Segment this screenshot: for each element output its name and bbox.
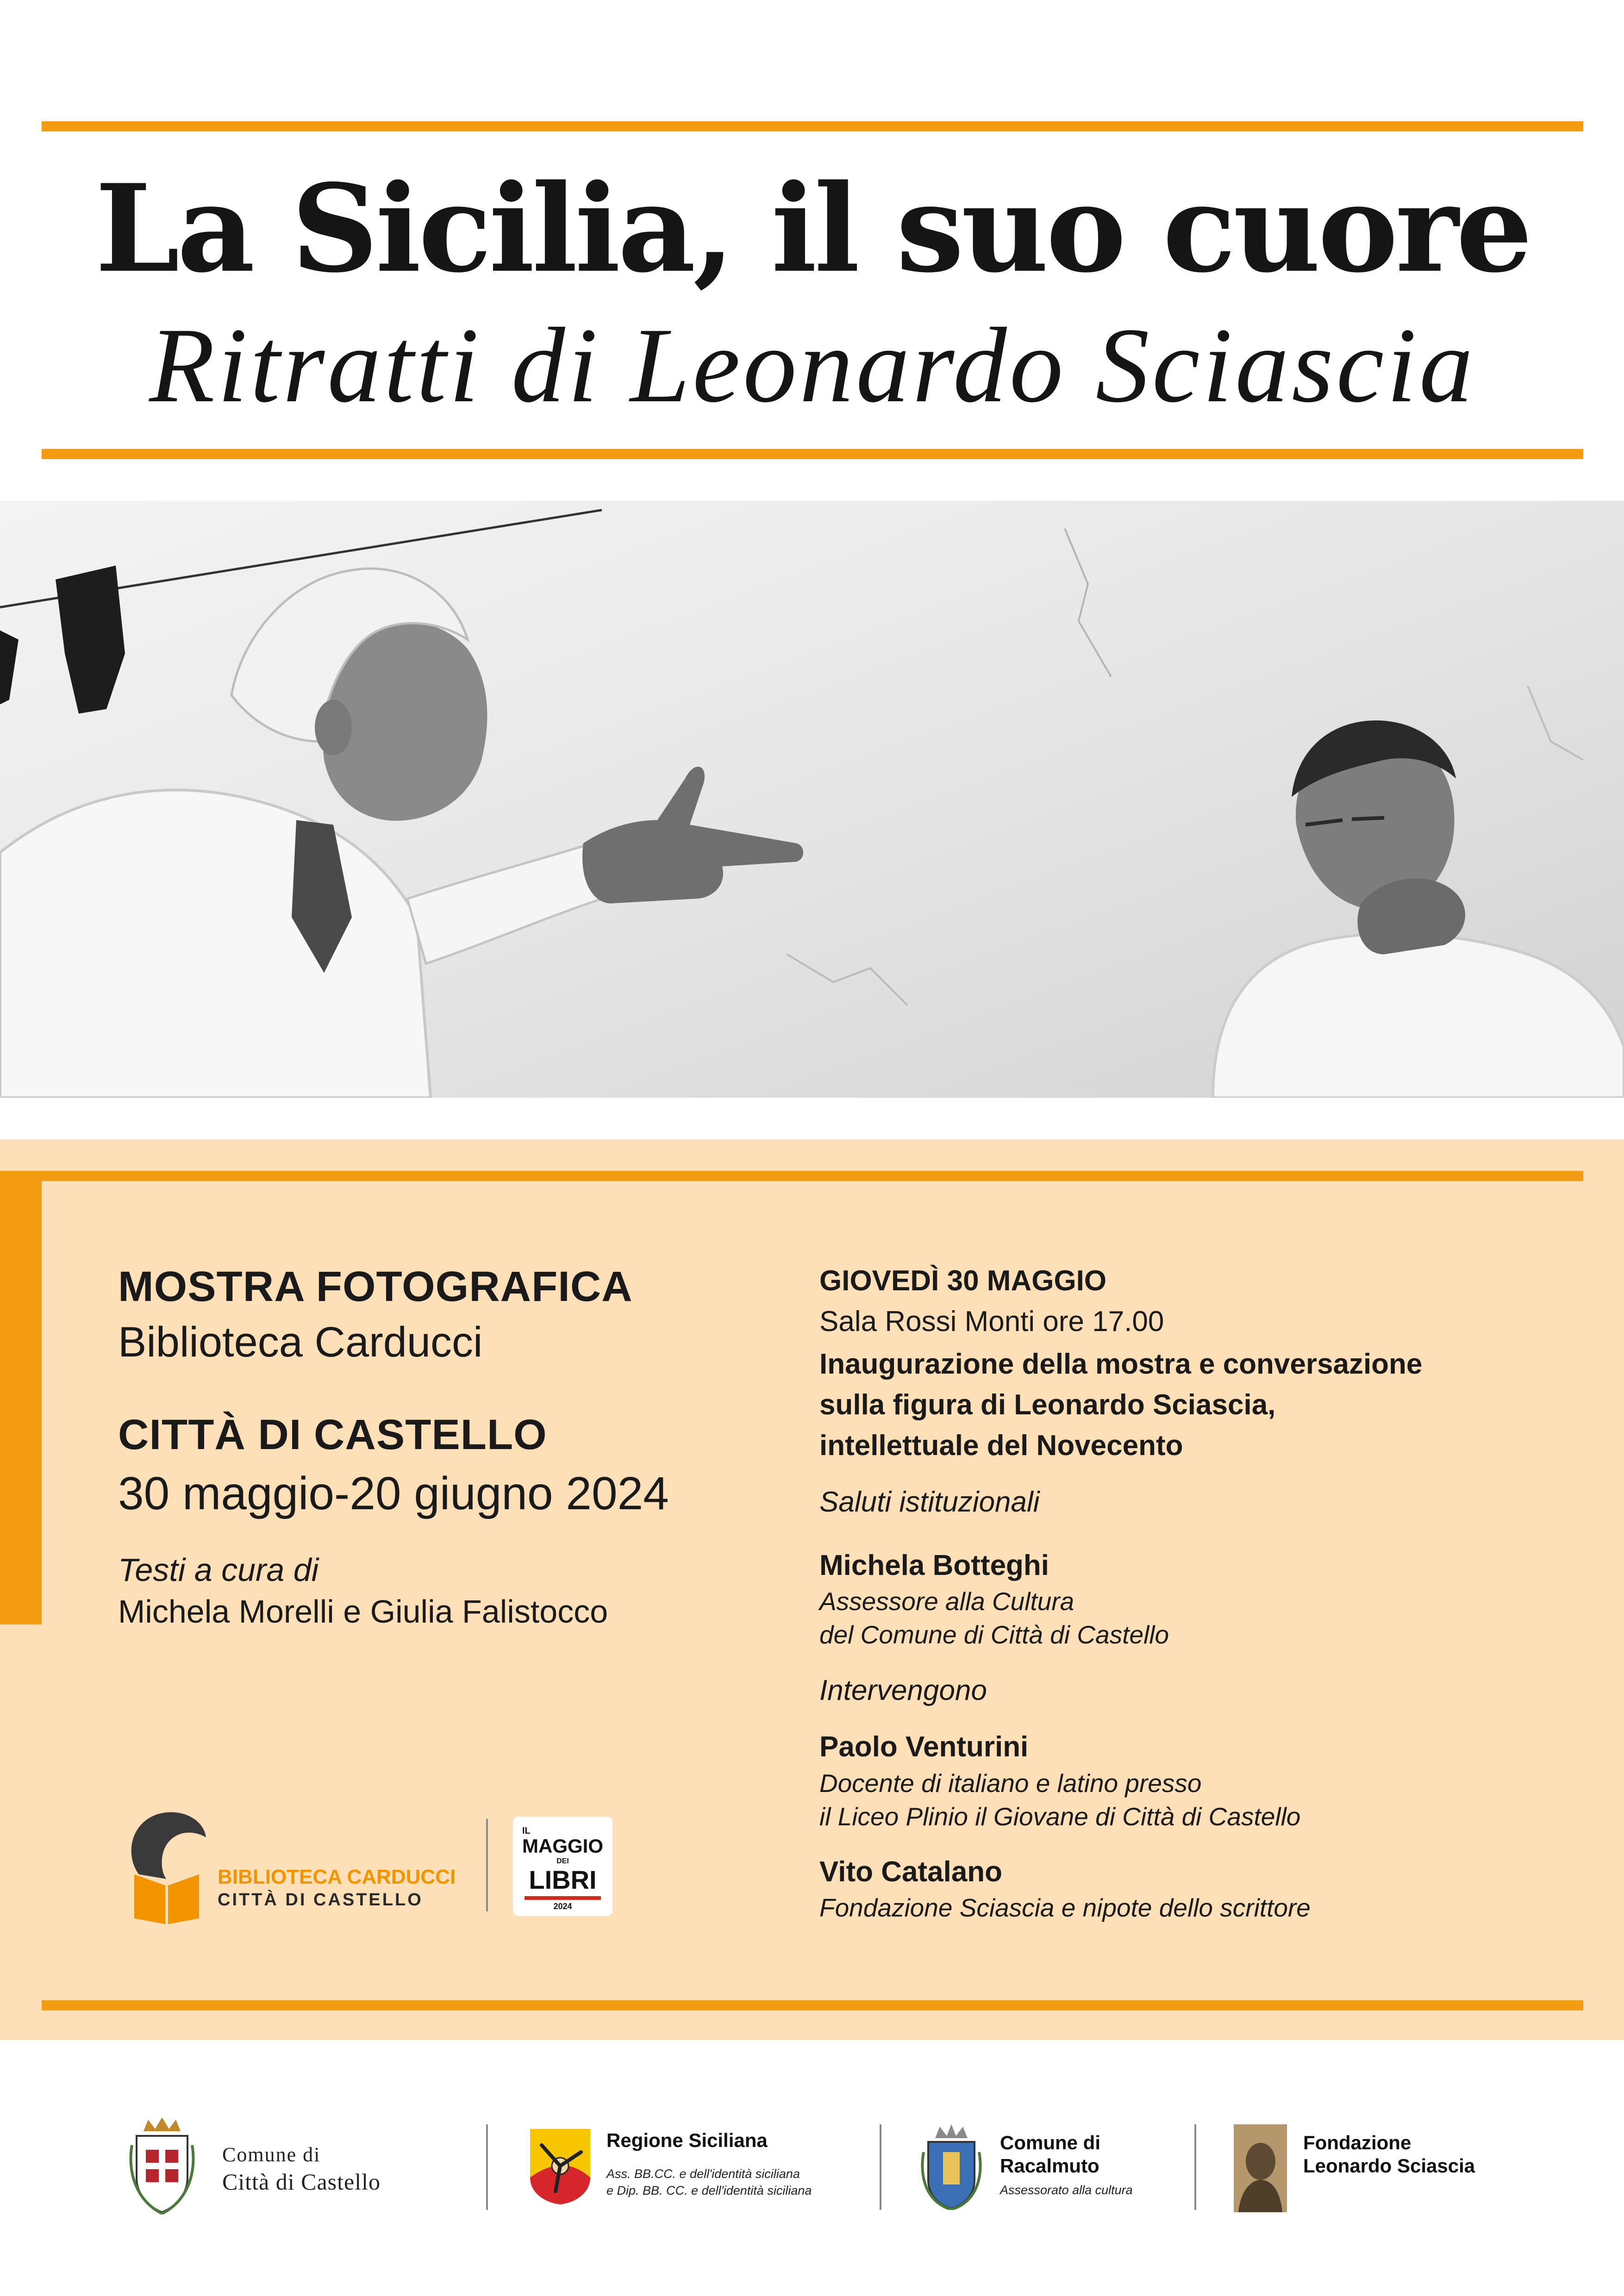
fondazione-line1: Fondazione bbox=[1303, 2132, 1412, 2153]
greeter-name: Michela Botteghi bbox=[819, 1549, 1049, 1581]
maggio-logo-year: 2024 bbox=[553, 1902, 572, 1911]
regione-line2: e Dip. BB. CC. e dell'identità siciliana bbox=[606, 2184, 812, 2197]
speaker-role-line: Docente di italiano e latino presso bbox=[819, 1769, 1202, 1798]
exhibition-venue: Biblioteca Carducci bbox=[118, 1319, 483, 1366]
sponsor-divider bbox=[880, 2124, 881, 2210]
greetings-label: Saluti istituzionali bbox=[819, 1486, 1040, 1518]
racalmuto-line3: Assessorato alla cultura bbox=[1000, 2183, 1133, 2197]
regione-name: Regione Siciliana bbox=[606, 2129, 768, 2151]
maggio-logo-dei: DEI bbox=[556, 1857, 569, 1865]
panel-bottom-rule bbox=[42, 2000, 1583, 2010]
event-day: GIOVEDÌ 30 MAGGIO bbox=[819, 1265, 1107, 1297]
racalmuto-line1: Comune di bbox=[1000, 2132, 1100, 2153]
panel-top-rule bbox=[42, 1171, 1583, 1181]
event-description-line: intellettuale del Novecento bbox=[819, 1430, 1183, 1462]
maggio-logo-il: IL bbox=[522, 1826, 531, 1836]
side-accent-bar bbox=[0, 1171, 42, 1624]
exhibition-type: MOSTRA FOTOGRAFICA bbox=[118, 1263, 633, 1310]
greeter-role-line: Assessore alla Cultura bbox=[819, 1587, 1074, 1616]
speaker-name: Vito Catalano bbox=[819, 1856, 1003, 1888]
maggio-logo-libri: LIBRI bbox=[529, 1865, 597, 1894]
regione-siciliana-logo bbox=[528, 2127, 593, 2205]
speaker-role-line: il Liceo Plinio il Giovane di Città di Castello bbox=[819, 1802, 1301, 1831]
curators: Michela Morelli e Giulia Falistocco bbox=[118, 1593, 608, 1630]
speaker-role-line: Fondazione Sciascia e nipote dello scrittore bbox=[819, 1893, 1311, 1922]
logo-divider bbox=[486, 1819, 488, 1911]
poster-subtitle: Ritratti di Leonardo Sciascia bbox=[149, 306, 1476, 425]
racalmuto-crest bbox=[919, 2124, 984, 2210]
speakers-label: Intervengono bbox=[819, 1674, 987, 1706]
event-description-line: sulla figura di Leonardo Sciascia, bbox=[819, 1389, 1276, 1421]
event-description-line: Inaugurazione della mostra e conversazione bbox=[819, 1348, 1423, 1380]
greeter-role-line: del Comune di Città di Castello bbox=[819, 1620, 1169, 1649]
maggio-dei-libri-logo bbox=[513, 1817, 612, 1916]
top-rule bbox=[42, 121, 1583, 131]
fondazione-line2: Leonardo Sciascia bbox=[1303, 2155, 1475, 2177]
header-bottom-rule bbox=[42, 449, 1583, 459]
regione-line1: Ass. BB.CC. e dell'identità siciliana bbox=[606, 2167, 800, 2181]
fondazione-sciascia-logo bbox=[1234, 2124, 1287, 2212]
comune-castello-line2: Città di Castello bbox=[222, 2169, 381, 2195]
comune-castello-line1: Comune di bbox=[222, 2143, 321, 2166]
biblioteca-logo-name: BIBLIOTECA CARDUCCI bbox=[218, 1866, 456, 1888]
maggio-logo-word: MAGGIO bbox=[522, 1835, 603, 1857]
event-place-time: Sala Rossi Monti ore 17.00 bbox=[819, 1306, 1164, 1338]
hero-photograph bbox=[0, 501, 1624, 1098]
exhibition-city: CITTÀ DI CASTELLO bbox=[118, 1411, 547, 1458]
maggio-logo-stripe bbox=[525, 1896, 601, 1900]
biblioteca-carducci-logo bbox=[120, 1805, 213, 1925]
racalmuto-line2: Racalmuto bbox=[1000, 2155, 1099, 2177]
sponsor-divider bbox=[1194, 2124, 1196, 2210]
sponsor-divider bbox=[486, 2124, 488, 2210]
biblioteca-logo-city: CITTÀ DI CASTELLO bbox=[218, 1890, 423, 1910]
comune-castello-crest bbox=[127, 2117, 197, 2215]
poster-title: La Sicilia, il suo cuore bbox=[95, 158, 1530, 299]
curated-label: Testi a cura di bbox=[118, 1552, 319, 1588]
speaker-name: Paolo Venturini bbox=[819, 1731, 1029, 1763]
exhibition-dates: 30 maggio-20 giugno 2024 bbox=[118, 1468, 669, 1519]
